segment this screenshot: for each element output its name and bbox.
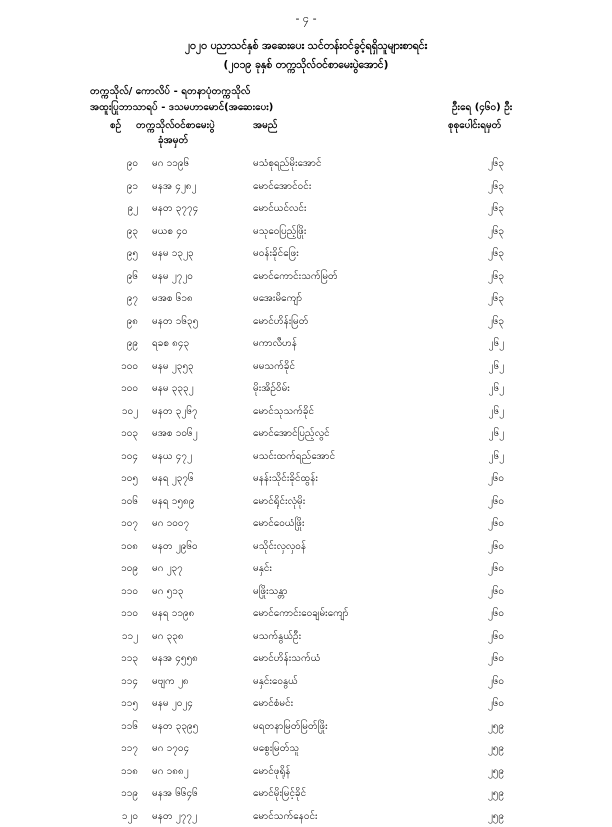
roll-number: မနအ ၄၂၈၂ [152,179,196,194]
student-name: မသိုင်းလှလှ၀န် [253,539,306,554]
roll-number: မအစ ၁၀၆၂ [152,426,197,441]
row-number: ၁၀၃ [108,426,138,441]
table-row [0,355,612,378]
document-subtitle: (၂၀၁၉ ခုနှစ် တက္ကသိုလ်ဝင်စာမေးပွဲအောင်) [0,59,612,74]
student-name: မသံစုရည်မိုးအောင် [253,156,322,171]
total-marks: ၂၆၂ [468,359,504,374]
student-name: မမသက်ခိုင် [253,359,295,374]
column-header-no: စဉ် [110,118,121,133]
roll-number: မနမ ၂၇၂၀ [152,269,193,284]
table-row [0,760,612,783]
table-row [0,535,612,558]
student-name: မောင်မိုးမြင့်ခိုင် [253,786,306,801]
total-marks: ၂၆၃ [468,201,504,216]
document-title: ၂၀၂၀ ပညာသင်နှစ် အဆေးပေး သင်တန်းဝင်ခွင့်ရရှိသူများစာရင်း [0,40,612,55]
student-name: မောင်ဖုရိုန် [253,764,290,779]
quota-line: ဦးရေ (၄၆၀) ဦး [452,100,512,115]
student-name: မောင်ဟိန်းသက်ယံ [253,651,320,666]
student-name: မိုးအိဉ်ဝိမ်း [253,381,290,396]
roll-number: မနရ ၁၅၈၉ [152,494,194,509]
table-row [0,805,612,827]
table-row [0,782,612,805]
roll-number: မဂ ၁၀၀၇ [152,516,189,531]
total-marks: ၂၆၀ [468,606,504,621]
table-row [0,332,612,355]
roll-number: မဂ ၃၃၈ [152,629,184,644]
roll-number: မနတ ၁၆၃၅ [152,314,198,329]
row-number: ၁၁၅ [108,696,138,711]
table-row [0,242,612,265]
column-header-roll-sub: ခုံအမှတ် [158,133,188,148]
roll-number: မနအ ၆၆၄၆ [152,786,198,801]
roll-number: မနရ ၂၃၇၆ [152,471,194,486]
row-number: ၉၆ [108,269,138,284]
row-number: ၉၈ [108,314,138,329]
row-number: ၁၀၆ [108,494,138,509]
row-number: ၁၀၈ [108,539,138,554]
table-row [0,400,612,423]
row-number: ၁၀၇ [108,516,138,531]
student-name: မောင်ဝေယံဖြိုး [253,516,304,531]
row-number: ၁၀၀ [108,359,138,374]
table-row [0,220,612,243]
table-row [0,737,612,760]
total-marks: ၂၆၃ [468,246,504,261]
university-line: တက္ကသိုလ်/ ကောလိပ် - ရတနာပုံတက္ကသိုလ် [90,84,250,99]
column-header-roll: တက္ကသိုလ်ဝင်စာမေးပွဲ [136,118,215,133]
total-marks: ၂၆၃ [468,224,504,239]
row-number: ၁၁၂ [108,629,138,644]
roll-number: မအစ ၆၁၈ [152,291,193,306]
total-marks: ၂၅၉ [468,764,504,779]
row-number: ၁၁၉ [108,786,138,801]
row-number: ၁၀၂ [108,404,138,419]
total-marks: ၂၆၃ [468,269,504,284]
page-number: - ၄ - [0,12,612,28]
total-marks: ၂၆၀ [468,561,504,576]
table-row [0,377,612,400]
total-marks: ၂၆၂ [468,381,504,396]
row-number: ၁၁၀ [108,606,138,621]
table-row [0,670,612,693]
row-number: ၉၁ [108,179,138,194]
total-marks: ၂၆၀ [468,584,504,599]
table-row [0,445,612,468]
roll-number: မနမ ၁၃၂၃ [152,246,194,261]
row-number: ၉၀ [108,156,138,171]
roll-number: ရခစ ၈၄၃ [152,336,189,351]
student-name: မဝန်းခိုင်ဖြေး [253,246,299,261]
student-name: မရတနာမြတ်မြတ်ဖြိုး [253,719,328,734]
row-number: ၁၁၈ [108,764,138,779]
table-row [0,647,612,670]
row-number: ၁၁၃ [108,651,138,666]
row-number: ၁၀၄ [108,449,138,464]
table-row [0,287,612,310]
table-row [0,310,612,333]
subject-line: အထူးပြုဘာသာရပ် - ဒသမဟာမောင်(အဆေးပေး) [90,100,273,115]
roll-number: မနမ ၂၃၅၃ [152,359,194,374]
roll-number: မဗျက ၂၈ [152,674,189,689]
row-number: ၉၂ [108,201,138,216]
total-marks: ၂၆၀ [468,674,504,689]
total-marks: ၂၆၂ [468,449,504,464]
student-name: မောင်ကောင်းဝေချမ်းကျော် [253,606,349,621]
column-header-name: အမည် [253,118,278,133]
student-name: မသက်နွယ်ဦး [253,629,301,644]
roll-number: မနတ ၂၇၇၂ [152,809,197,824]
total-marks: ၂၆၃ [468,291,504,306]
total-marks: ၂၆၃ [468,156,504,171]
roll-number: မနရ ၁၁၉၈ [152,606,194,621]
student-name: မနှင်းဝေနွယ် [253,674,298,689]
total-marks: ၂၆၂ [468,426,504,441]
total-marks: ၂၆၂ [468,336,504,351]
student-name: မအေးမိကျော် [253,291,302,306]
total-marks: ၂၆၀ [468,696,504,711]
student-name: မောင်အောင်ပြည့်လွင် [253,426,330,441]
roll-number: မဂ ၂၃၇ [152,561,183,576]
table-row [0,265,612,288]
table-row [0,715,612,738]
roll-number: မနတ ၃၂၆၇ [152,404,198,419]
total-marks: ၂၅၉ [468,741,504,756]
student-name: မောင်ကောင်းသက်မြတ် [253,269,338,284]
row-number: ၉၅ [108,246,138,261]
row-number: ၁၁၇ [108,741,138,756]
roll-number: မနတ ၂၉၆၀ [152,539,198,554]
total-marks: ၂၅၉ [468,786,504,801]
total-marks: ၂၆၀ [468,651,504,666]
roll-number: မနယ ၄၇၂ [152,449,192,464]
roll-number: မဂ ၁၈၈၂ [152,764,189,779]
row-number: ၁၀၅ [108,471,138,486]
table-row [0,557,612,580]
student-name: မနန်းသိုင်းခိုင်ထွန်း [253,471,318,486]
total-marks: ၂၆၀ [468,516,504,531]
table-row [0,602,612,625]
table-row [0,467,612,490]
column-header-marks: စုစုပေါင်းရမှတ် [448,118,501,133]
student-name: မစွေးမြတ်သူ [253,741,299,756]
student-name: မောင်သုသက်ခိုင် [253,404,314,419]
total-marks: ၂၆၃ [468,179,504,194]
row-number: ၁၁၆ [108,719,138,734]
total-marks: ၂၆၀ [468,629,504,644]
roll-number: မနမ ၃၃၃၂ [152,381,194,396]
roll-number: မဂ ၁၁၉၆ [152,156,189,171]
results-table [0,152,612,827]
row-number: ၁၁၀ [108,584,138,599]
total-marks: ၂၅၉ [468,719,504,734]
roll-number: မဂ ၁၇၀၄ [152,741,189,756]
row-number: ၉၇ [108,291,138,306]
student-name: မောင်ဟိန်းမြတ် [253,314,308,329]
student-name: မောင်အောင်ဝင်း [253,179,311,194]
table-row [0,152,612,175]
total-marks: ၂၆၂ [468,404,504,419]
table-row [0,692,612,715]
table-row [0,625,612,648]
roll-number: မနတ ၃၃၉၅ [152,719,198,734]
row-number: ၁၀၀ [108,381,138,396]
total-marks: ၂၆၀ [468,471,504,486]
row-number: ၁၀၉ [108,561,138,576]
table-row [0,580,612,603]
row-number: ၉၉ [108,336,138,351]
roll-number: မနမ ၂၀၂၄ [152,696,193,711]
table-row [0,512,612,535]
total-marks: ၂၆၃ [468,314,504,329]
roll-number: မနအ ၄၅၅၈ [152,651,198,666]
student-name: မသုဝေပြည့်ဖြိုး [253,224,306,239]
row-number: ၉၃ [108,224,138,239]
table-row [0,175,612,198]
student-name: မောင်ရိုင်းလုံမိုး [253,494,305,509]
total-marks: ၂၆၀ [468,539,504,554]
student-name: မသင်းထက်ရည်အောင် [253,449,335,464]
table-row [0,490,612,513]
table-row [0,422,612,445]
roll-number: မဂ ၅၁၃ [152,584,183,599]
row-number: ၁၁၄ [108,674,138,689]
roll-number: မနတ ၃၇၇၄ [152,201,198,216]
student-name: မကာလီဟန် [253,336,297,351]
total-marks: ၂၅၉ [468,809,504,824]
student-name: မောင်စံမင်း [253,696,293,711]
row-number: ၁၂၀ [108,809,138,824]
student-name: မဖြိုးသန္တာ [253,584,288,599]
student-name: မနှင်း [253,561,272,576]
student-name: မောင်ယင်လင်း [253,201,307,216]
table-row [0,197,612,220]
roll-number: မယစ ၄၀ [152,224,187,239]
student-name: မောင်သက်နေဝင်း [253,809,318,824]
total-marks: ၂၆၀ [468,494,504,509]
